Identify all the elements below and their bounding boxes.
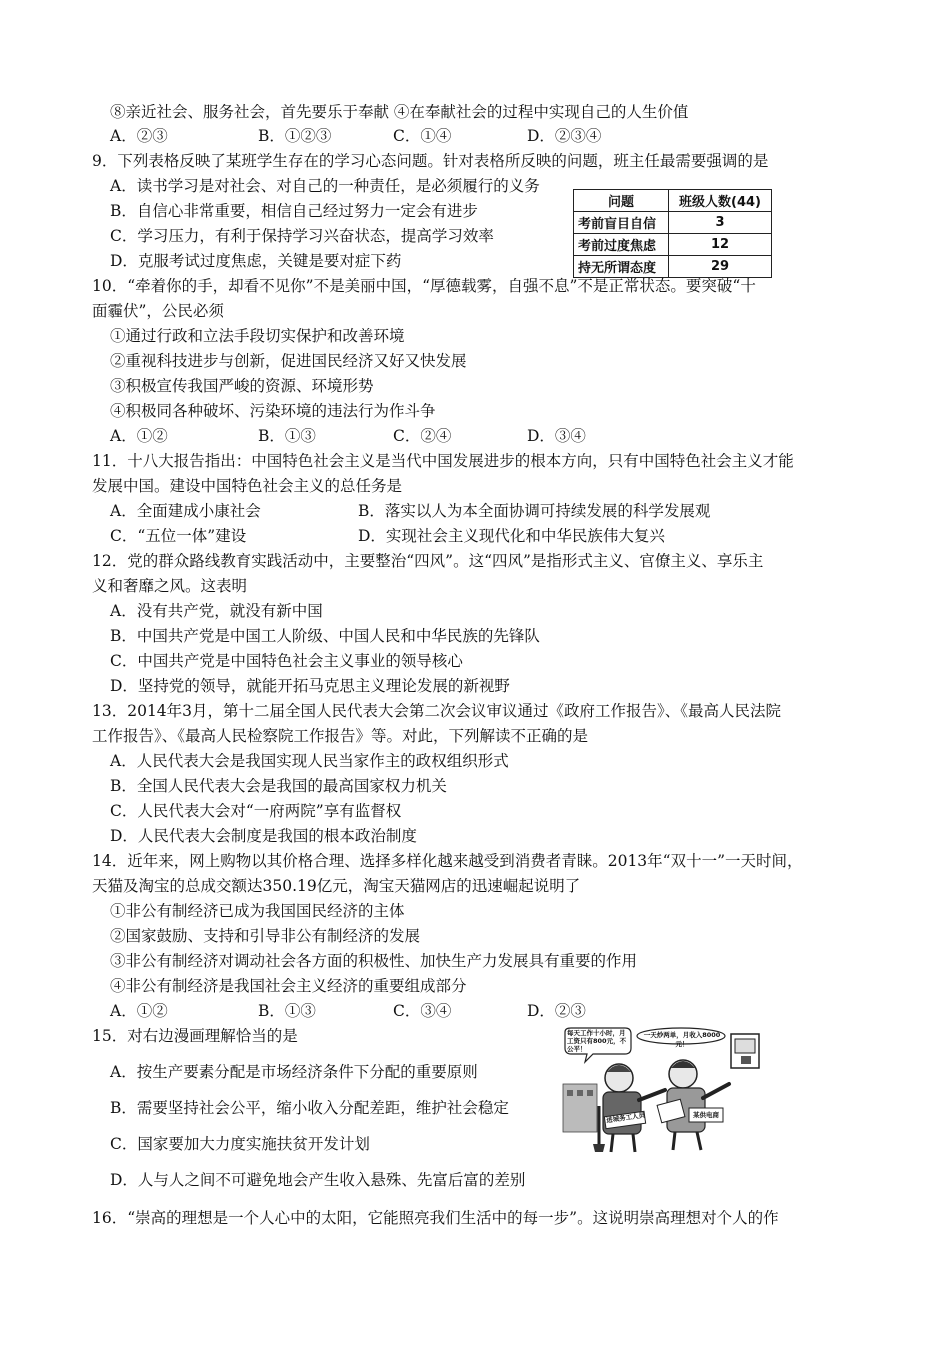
- q12-stem-line1: 12．党的群众路线教育实践活动中，主要整治“四风”。这“四风”是指形式主义、官僚主义、享乐主: [92, 552, 764, 570]
- q11-stem-line2: 发展中国。建设中国特色社会主义的总任务是: [92, 477, 403, 495]
- q10-statement-4: ④积极同各种破坏、污染环境的违法行为作斗争: [110, 402, 436, 420]
- q12-stem-line2: 义和奢靡之风。这表明: [92, 577, 248, 595]
- q12-option-a: A．没有共产党，就没有新中国: [110, 602, 323, 620]
- q8-statement: ⑧亲近社会、服务社会，首先要乐于奉献 ④在奉献社会的过程中实现自己的人生价值: [110, 103, 689, 121]
- table-row: [574, 256, 772, 278]
- right-bubble-text: 一天炒两单，月收入8000元！: [643, 1031, 721, 1048]
- q14-statement-2: ②国家鼓励、支持和引导非公有制经济的发展: [110, 927, 421, 945]
- merchant-legs: [673, 1132, 701, 1150]
- merchant-arm: [703, 1084, 729, 1098]
- building-window: [567, 1090, 573, 1096]
- q13-option-a: A．人民代表大会是我国实现人民当家作主的政权组织形式: [110, 752, 509, 770]
- q13-option-d: D．人民代表大会制度是我国的根本政治制度: [110, 827, 417, 845]
- table-cell: 3: [669, 212, 772, 234]
- q8-option-d: D．②③④: [527, 127, 602, 145]
- cartoon-illustration: [563, 1026, 763, 1154]
- q14-statement-4: ④非公有制经济是我国社会主义经济的重要组成部分: [110, 977, 467, 995]
- table-cell: 持无所谓态度: [574, 256, 669, 278]
- table-cell: 考前过度焦虑: [574, 234, 669, 256]
- q10-statement-2: ②重视科技进步与创新，促进国民经济又好又快发展: [110, 352, 467, 370]
- q14-stem-line1: 14．近年来，网上购物以其价格合理、选择多样化越来越受到消费者青睐。2013年“双十一”一天时间，: [92, 852, 803, 870]
- q10-option-d: D．③④: [527, 427, 586, 445]
- q11-option-a: A．全面建成小康社会: [110, 502, 261, 520]
- q10-stem-line2: 面霾伏”，公民必须: [92, 302, 224, 320]
- q8-option-c: C．①④: [393, 127, 452, 145]
- q15-stem: 15．对右边漫画理解恰当的是: [92, 1027, 298, 1045]
- table-header-row: [574, 190, 772, 212]
- q14-statement-1: ①非公有制经济已成为我国国民经济的主体: [110, 902, 405, 920]
- merchant-label-box: [689, 1108, 723, 1122]
- shovel-blade: [593, 1144, 605, 1152]
- merchant-label: 某供电商: [693, 1111, 719, 1119]
- q14-option-a: A．①②: [110, 1002, 168, 1020]
- attitude-table: [573, 189, 772, 278]
- q14-option-b: B．①③: [258, 1002, 316, 1020]
- q15-option-a: A．按生产要素分配是市场经济条件下分配的重要原则: [110, 1063, 478, 1081]
- q16-stem: 16．“崇高的理想是一个人心中的太阳，它能照亮我们生活中的每一步”。这说明崇高理想对个人的作: [92, 1209, 779, 1227]
- q15-option-d: D．人与人之间不可避免地会产生收入悬殊、先富后富的差别: [110, 1171, 526, 1189]
- q11-option-d: D．实现社会主义现代化和中华民族伟大复兴: [358, 527, 665, 545]
- q10-statement-3: ③积极宣传我国严峻的资源、环境形势: [110, 377, 374, 395]
- q9-option-d: D．克服考试过度焦虑，关键是要对症下药: [110, 252, 402, 270]
- table-cell: 12: [669, 234, 772, 256]
- q10-statement-1: ①通过行政和立法手段切实保护和改善环境: [110, 327, 405, 345]
- table-cell: 29: [669, 256, 772, 278]
- left-bubble-text: 每天工作十小时，月工资只有800元，不公平！: [567, 1029, 627, 1053]
- q14-option-c: C．③④: [393, 1002, 452, 1020]
- q10-option-c: C．②④: [393, 427, 452, 445]
- q13-option-c: C．人民代表大会对“一府两院”享有监督权: [110, 802, 402, 820]
- table-row: [574, 234, 772, 256]
- q15-option-c: C．国家要加大力度实施扶贫开发计划: [110, 1135, 370, 1153]
- q10-stem-line1: 10．“牵着你的手，却看不见你”不是美丽中国，“厚德载雾，自强不息”不是正常状态。要突破“十: [92, 277, 756, 295]
- table-cell: 考前盲目自信: [574, 212, 669, 234]
- q11-option-b: B．落实以人为本全面协调可持续发展的科学发展观: [358, 502, 711, 520]
- monitor-base: [741, 1056, 751, 1064]
- q11-stem-line1: 11．十八大报告指出：中国特色社会主义是当代中国发展进步的根本方向，只有中国特色社会主义才能: [92, 452, 794, 470]
- q8-option-a: A．②③: [110, 127, 168, 145]
- q13-stem-line1: 13．2014年3月，第十二届全国人民代表大会第二次会议审议通过《政府工作报告》、《最高人民法院: [92, 702, 782, 720]
- q9-option-c: C．学习压力，有利于保持学习兴奋状态，提高学习效率: [110, 227, 494, 245]
- table-header-cell: 问题: [574, 190, 669, 212]
- q9-option-a: A．读书学习是对社会、对自己的一种责任，是必须履行的义务: [110, 177, 540, 195]
- worker-legs: [611, 1134, 635, 1152]
- q14-statement-3: ③非公有制经济对调动社会各方面的积极性、加快生产力发展具有重要的作用: [110, 952, 638, 970]
- building-window: [577, 1090, 583, 1096]
- worker-arm: [639, 1090, 665, 1100]
- monitor-screen: [735, 1039, 755, 1053]
- left-bubble-text-box: [567, 1029, 629, 1055]
- q13-option-b: B．全国人民代表大会是我国的最高国家权力机关: [110, 777, 447, 795]
- q12-option-c: C．中国共产党是中国特色社会主义事业的领导核心: [110, 652, 463, 670]
- right-bubble-text-box: [641, 1031, 723, 1048]
- table-row: [574, 212, 772, 234]
- q13-stem-line2: 工作报告》、《最高人民检察院工作报告》等。对此，下列解读不正确的是: [92, 727, 589, 745]
- q12-option-b: B．中国共产党是中国工人阶级、中国人民和中华民族的先锋队: [110, 627, 540, 645]
- q9-option-b: B．自信心非常重要，相信自己经过努力一定会有进步: [110, 202, 478, 220]
- worker-label: 进城务工人员: [605, 1111, 646, 1125]
- q8-option-b: B．①②③: [258, 127, 332, 145]
- q14-option-d: D．②③: [527, 1002, 586, 1020]
- q10-option-a: A．①②: [110, 427, 168, 445]
- table-header-cell: 班级人数(44): [669, 190, 772, 212]
- q9-stem: 9．下列表格反映了某班学生存在的学习心态问题。针对表格所反映的问题，班主任最需要强调的是: [92, 152, 769, 170]
- q12-option-d: D．坚持党的领导，就能开拓马克思主义理论发展的新视野: [110, 677, 510, 695]
- q11-option-c: C．“五位一体”建设: [110, 527, 247, 545]
- q15-option-b: B．需要坚持社会公平，缩小收入分配差距，维护社会稳定: [110, 1099, 509, 1117]
- building-window: [587, 1090, 593, 1096]
- q14-stem-line2: 天猫及淘宝的总成交额达350.19亿元，淘宝天猫网店的迅速崛起说明了: [92, 877, 581, 895]
- q10-option-b: B．①③: [258, 427, 316, 445]
